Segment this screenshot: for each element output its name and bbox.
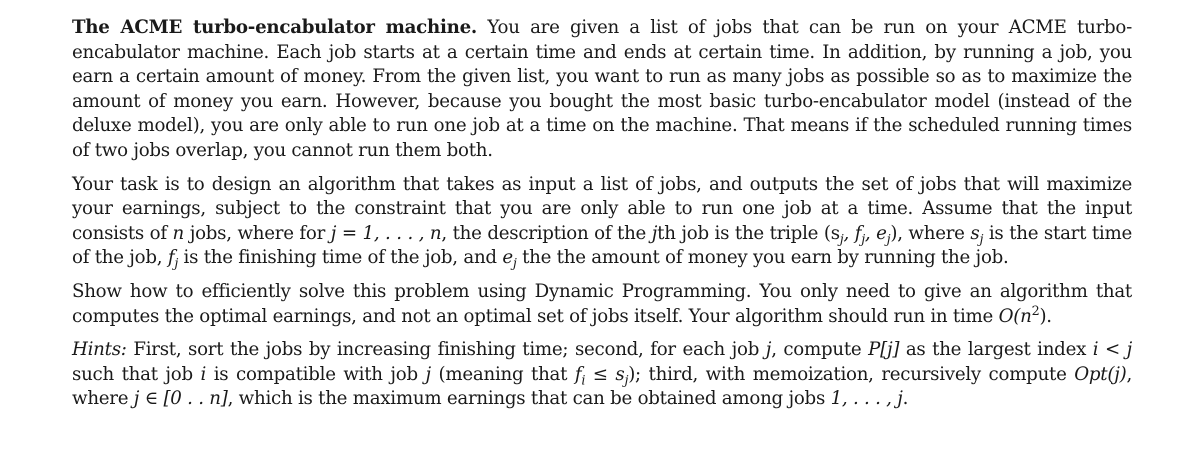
problem-title: The ACME turbo-encabulator machine. [72,17,478,38]
task-text-3: , the description of the [441,222,652,244]
task-text-5: , where [897,222,971,244]
math-triple: ($s_j$, $f_j$, $e_j$) [823,222,898,248]
math-jth: j [651,222,658,244]
math-j-range: j = 1, . . . , n [330,222,442,244]
task-text-6: is the start time of the job, [72,222,1132,269]
task-text-1: Your task is to design an algorithm that takes as input a list of jobs, and outputs the set of jobs that will maximize your earnings, subject to the constraint that you are only able to run one job at a time. Assume that the input consists of [72,173,1132,244]
problem-intro: You are given a list of jobs that can be run on your ACME turbo-encabulator machine. Each job starts at a certain time and ends at certain time. In addition, by running a job, you earn a certain amount of money. From the given list, you want to run as many jobs as possible so as to maximize the amount of money you earn. However, because you bought the most basic turbo-encabulator model (instead of the deluxe model), you are only able to run one job at a time on the machine. That means if the scheduled running times of two jobs overlap, you cannot run them both. [72,17,1133,161]
hints-text-10: . [902,388,909,410]
math-sj: $s_j$ [970,222,984,248]
hints-label: Hints: [72,339,127,361]
math-fj: $f_j$ [167,247,179,272]
hints-text-7: ); third, with memoization, recursively compute [628,363,1075,385]
hints-text-8: , where [72,363,1132,410]
problem-statement-paragraph [72,16,1132,164]
hints-text-5: is compatible with job [206,363,426,385]
hints-paragraph [72,338,1132,412]
task-paragraph [72,173,1132,271]
math-fi-leq-sj: $f_i \le s_j$ [574,363,629,389]
show-paragraph [72,280,1132,329]
math-bracket-j: [j] [880,339,900,361]
math-ej: $e_j$ [502,247,517,272]
hints-text-4: such that job [72,363,201,385]
math-P: P [868,339,881,361]
task-text-2: jobs, where for [184,222,331,244]
hints-text-1: First, sort the jobs by increasing finishing time; second, for each job [126,339,766,361]
task-text-4: th job is the triple [657,222,824,244]
hints-text-9: , which is the maximum earnings that can be obtained among jobs [227,388,831,410]
task-text-7: is the finishing time of the job, and [178,247,503,269]
math-j-in-range: j ∈ [0 . . n] [133,388,228,410]
task-text-8: the the amount of money you earn by running the job. [516,247,1009,269]
hints-text-3: as the largest index [899,339,1093,361]
hints-text-6: (meaning that [430,363,575,385]
math-j-2: j [425,363,431,385]
show-text-1: Show how to efficiently solve this problem using Dynamic Programming. You only need to give an algorithm that computes the optimal earnings, and not an optimal set of jobs itself. Your algorithm should run in time [72,280,1132,327]
math-i: i [200,363,207,385]
problem-text [72,16,1132,412]
math-complexity: $O(n^2)$. [998,303,1052,327]
hints-text-2: , compute [771,339,869,361]
math-n: n [172,222,185,244]
math-i-lt-j: i < j [1092,339,1132,361]
math-job-range: 1, . . . , j [830,388,903,410]
math-j: j [765,339,772,361]
math-opt: Opt(j) [1074,363,1127,385]
